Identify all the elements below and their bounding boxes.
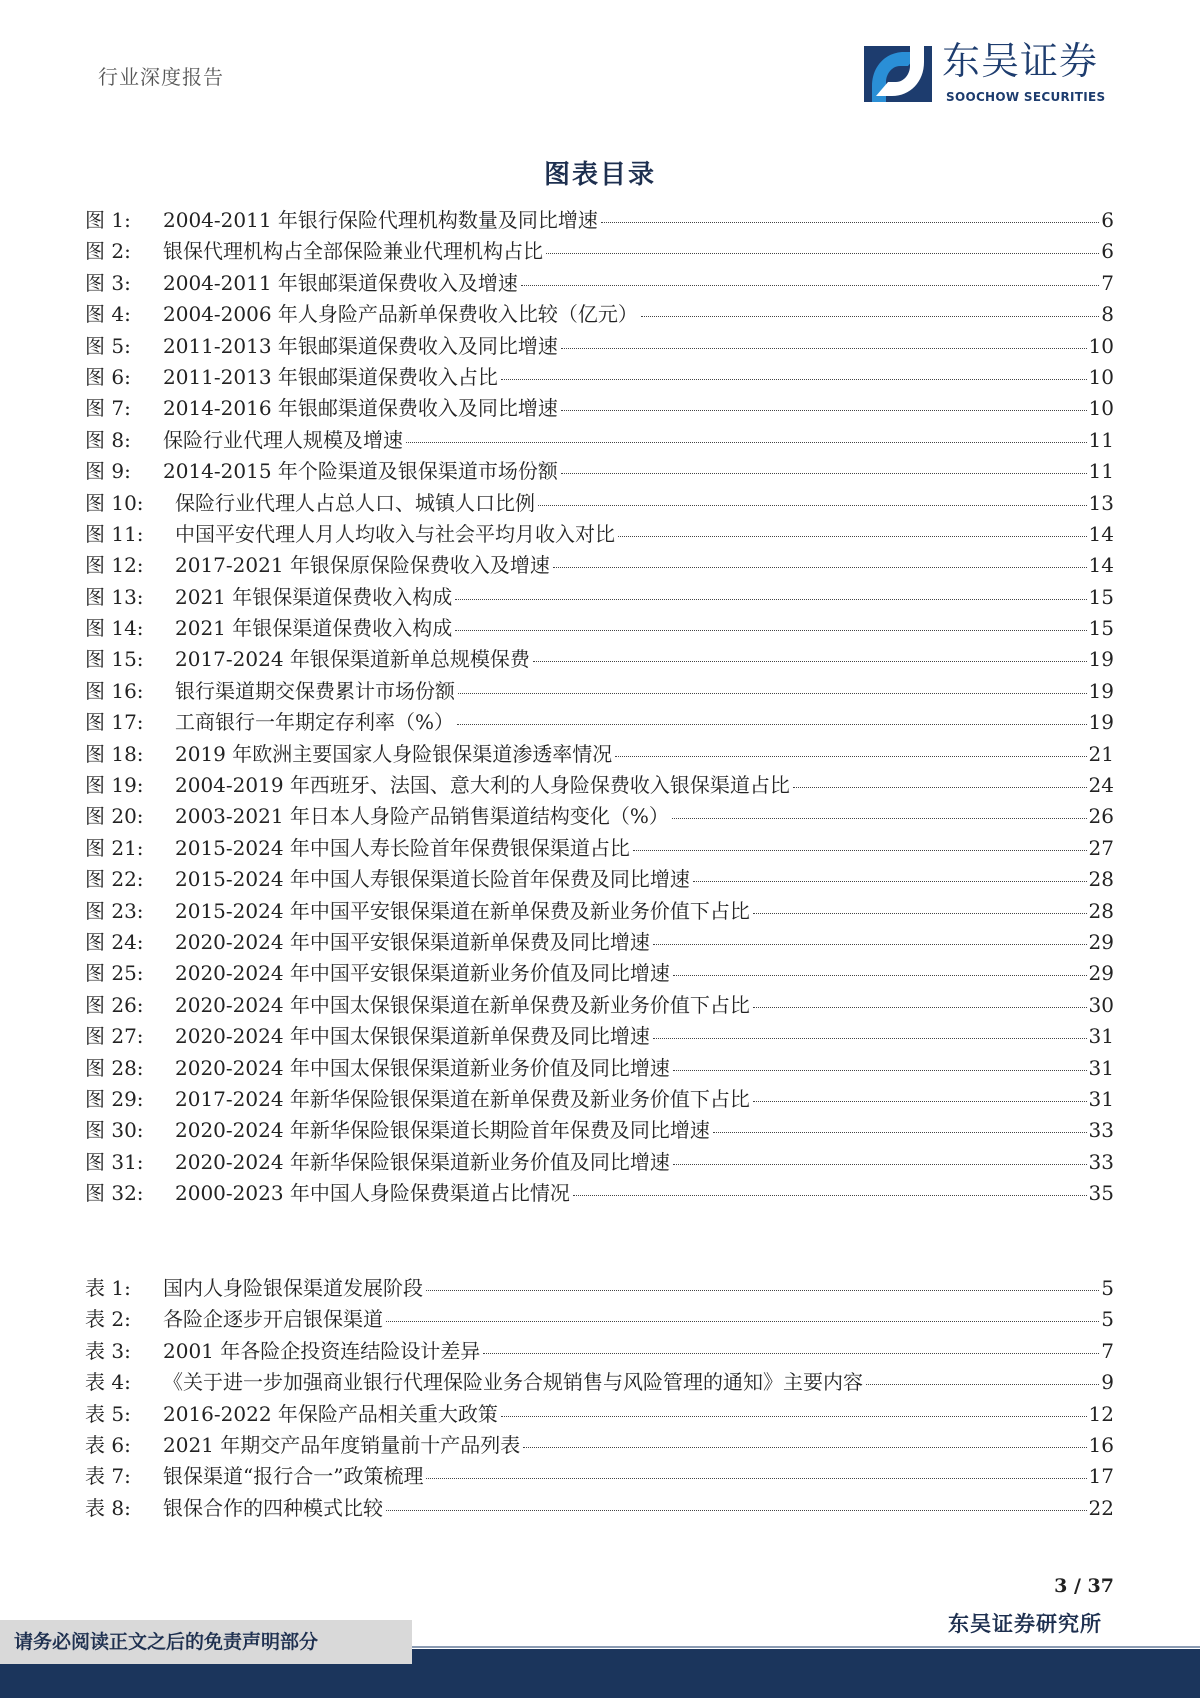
entry-title: 2016-2022 年保险产品相关重大政策 [163,1401,498,1426]
dot-leader [693,881,1087,882]
entry-title: 2003-2021 年日本人身险产品销售渠道结构变化（%） [175,804,669,829]
figure-toc-entry[interactable] [85,334,1114,365]
entry-title: 2014-2015 年个险渠道及银保渠道市场份额 [163,459,558,484]
entry-title: 保险行业代理人规模及增速 [163,427,403,452]
entry-title: 2020-2024 年中国太保银保渠道新单保费及同比增速 [175,1024,650,1049]
entry-label: 图 11: [85,521,144,546]
entry-title: 工商银行一年期定存利率（%） [175,710,455,735]
entry-page-number: 29 [1088,961,1114,986]
dot-leader [753,1101,1087,1102]
entry-label: 图 10: [85,490,144,515]
entry-label: 图 2: [85,239,131,264]
disclaimer-box [0,1620,412,1664]
dot-leader [673,975,1087,976]
entry-title: 银保渠道“报行合一”政策梳理 [163,1464,424,1489]
figure-toc-entry[interactable] [85,208,1114,239]
table-toc-entry[interactable] [85,1339,1114,1370]
figure-toc-entry[interactable] [85,1056,1114,1087]
dot-leader [386,1510,1087,1511]
entry-page-number: 7 [1101,270,1114,295]
figure-toc-entry[interactable] [85,836,1114,867]
disclaimer-text: 请务必阅读正文之后的免责声明部分 [14,1631,319,1653]
dot-leader [793,787,1087,788]
entry-title: 2021 年银保渠道保费收入构成 [175,584,453,609]
entry-page-number: 10 [1088,364,1114,389]
entry-page-number: 26 [1088,804,1114,829]
entry-title: 2020-2024 年新华保险银保渠道长期险首年保费及同比增速 [175,1118,710,1143]
entry-page-number: 22 [1088,1495,1114,1520]
entry-label: 图 6: [85,364,131,389]
entry-label: 图 22: [85,867,144,892]
table-list [85,1276,1114,1527]
dot-leader [457,724,1087,725]
entry-title: 2019 年欧洲主要国家人身险银保渠道渗透率情况 [175,741,613,766]
dot-leader [673,1070,1087,1071]
dot-leader [641,316,1099,317]
entry-page-number: 21 [1088,741,1114,766]
dot-leader [553,567,1087,568]
entry-label: 图 14: [85,616,144,641]
entry-label: 图 23: [85,898,144,923]
dot-leader [521,285,1099,286]
dot-leader [672,818,1087,819]
figure-toc-entry[interactable] [85,553,1114,584]
entry-title: 2011-2013 年银邮渠道保费收入占比 [163,364,498,389]
entry-page-number: 6 [1101,208,1114,232]
entry-label: 图 19: [85,773,144,798]
entry-label: 图 30: [85,1118,144,1143]
dot-leader [406,442,1087,443]
entry-label: 图 25: [85,961,144,986]
logo-english-name: SOOCHOW SECURITIES [946,90,1106,104]
entry-label: 图 18: [85,741,144,766]
entry-label: 图 1: [85,208,131,232]
entry-title: 2020-2024 年中国太保银保渠道在新单保费及新业务价值下占比 [175,992,750,1017]
figure-toc-entry[interactable] [85,867,1114,898]
entry-page-number: 24 [1088,773,1114,798]
entry-label: 图 17: [85,710,144,735]
entry-label: 图 3: [85,270,131,295]
page-title: 图表目录 [543,160,656,190]
table-toc-entry[interactable] [85,1402,1114,1433]
entry-title: 2000-2023 年中国人身险保费渠道占比情况 [175,1181,570,1206]
entry-title: 2001 年各险企投资连结险设计差异 [163,1338,481,1363]
table-toc-entry[interactable] [85,1370,1114,1401]
report-type-label: 行业深度报告 [98,65,224,89]
entry-page-number: 11 [1088,427,1114,452]
entry-label: 图 7: [85,396,131,421]
entry-title: 2004-2011 年银行保险代理机构数量及同比增速 [163,208,598,232]
entry-page-number: 10 [1088,396,1114,421]
dot-leader [458,693,1087,694]
entry-page-number: 33 [1088,1118,1114,1143]
entry-label: 图 20: [85,804,144,829]
entry-label: 表 7: [85,1464,131,1489]
entry-page-number: 15 [1088,584,1114,609]
entry-title: 2015-2024 年中国人寿长险首年保费银保渠道占比 [175,835,630,860]
institute-name: 东吴证券研究所 [948,1611,1102,1636]
entry-title: 2011-2013 年银邮渠道保费收入及同比增速 [163,333,558,358]
table-toc-entry[interactable] [85,1464,1114,1495]
dot-leader [673,1164,1087,1165]
entry-page-number: 15 [1088,616,1114,641]
entry-title: 《关于进一步加强商业银行代理保险业务合规销售与风险管理的通知》主要内容 [163,1370,863,1395]
figure-toc-entry[interactable] [85,459,1114,490]
entry-title: 中国平安代理人月人均收入与社会平均月收入对比 [175,521,615,546]
table-toc-entry[interactable] [85,1496,1114,1527]
entry-page-number: 6 [1101,239,1114,264]
entry-label: 图 32: [85,1181,144,1206]
figure-toc-entry[interactable] [85,993,1114,1024]
entry-page-number: 14 [1088,553,1114,578]
entry-page-number: 10 [1088,333,1114,358]
entry-label: 图 12: [85,553,144,578]
entry-label: 图 8: [85,427,131,452]
figure-toc-entry[interactable] [85,710,1114,741]
entry-label: 图 4: [85,302,131,327]
figure-toc-entry[interactable] [85,585,1114,616]
figure-toc-entry[interactable] [85,239,1114,270]
dot-leader [538,505,1087,506]
entry-label: 图 5: [85,333,131,358]
logo-chinese-name: 东吴证券 [942,39,1099,83]
dot-leader [615,756,1086,757]
entry-page-number: 28 [1088,898,1114,923]
entry-label: 表 2: [85,1307,131,1332]
entry-title: 2017-2024 年新华保险银保渠道在新单保费及新业务价值下占比 [175,1086,750,1111]
entry-title: 2015-2024 年中国平安银保渠道在新单保费及新业务价值下占比 [175,898,750,923]
table-toc-entry[interactable] [85,1276,1114,1307]
dot-leader [386,1321,1099,1322]
entry-page-number: 17 [1088,1464,1114,1489]
figure-toc-entry[interactable] [85,1024,1114,1055]
entry-page-number: 28 [1088,867,1114,892]
dot-leader [455,599,1086,600]
entry-page-number: 5 [1101,1307,1114,1332]
figure-toc-entry[interactable] [85,1118,1114,1149]
soochow-logo [864,40,1120,110]
dot-leader [653,944,1087,945]
entry-page-number: 7 [1101,1338,1114,1363]
figure-toc-entry[interactable] [85,647,1114,678]
dot-leader [426,1290,1099,1291]
entry-page-number: 31 [1088,1086,1114,1111]
dot-leader [653,1038,1087,1039]
entry-title: 2020-2024 年中国太保银保渠道新业务价值及同比增速 [175,1055,670,1080]
dot-leader [523,1447,1086,1448]
entry-page-number: 11 [1088,459,1114,484]
dot-leader [455,630,1086,631]
entry-page-number: 5 [1101,1276,1114,1300]
entry-label: 图 24: [85,929,144,954]
entry-title: 2004-2011 年银邮渠道保费收入及增速 [163,270,518,295]
dot-leader [713,1132,1087,1133]
entry-page-number: 9 [1101,1370,1114,1395]
entry-title: 保险行业代理人占总人口、城镇人口比例 [175,490,535,515]
dot-leader [561,473,1087,474]
figure-toc-entry[interactable] [85,773,1114,804]
entry-title: 2004-2019 年西班牙、法国、意大利的人身险保费收入银保渠道占比 [175,773,790,798]
entry-page-number: 29 [1088,929,1114,954]
entry-label: 图 29: [85,1086,144,1111]
entry-label: 表 8: [85,1495,131,1520]
dot-leader [546,253,1099,254]
entry-page-number: 33 [1088,1149,1114,1174]
figure-toc-entry[interactable] [85,1181,1114,1212]
entry-label: 图 16: [85,678,144,703]
figure-toc-entry[interactable] [85,302,1114,333]
entry-title: 2021 年银保渠道保费收入构成 [175,616,453,641]
entry-title: 银保合作的四种模式比较 [163,1495,383,1520]
dot-leader [753,913,1087,914]
figure-toc-entry[interactable] [85,1150,1114,1181]
entry-page-number: 13 [1088,490,1114,515]
figure-toc-entry[interactable] [85,930,1114,961]
entry-page-number: 30 [1088,992,1114,1017]
entry-label: 图 31: [85,1149,144,1174]
entry-page-number: 12 [1088,1401,1114,1426]
entry-page-number: 14 [1088,521,1114,546]
entry-label: 表 3: [85,1338,131,1363]
dot-leader [426,1478,1086,1479]
figure-toc-entry[interactable] [85,899,1114,930]
figure-toc-entry[interactable] [85,522,1114,553]
figure-toc-entry[interactable] [85,491,1114,522]
dot-leader [618,536,1087,537]
figure-toc-entry[interactable] [85,396,1114,427]
dot-leader [573,1195,1087,1196]
entry-label: 表 6: [85,1432,131,1457]
table-toc-entry[interactable] [85,1433,1114,1464]
entry-label: 图 15: [85,647,144,672]
entry-title: 国内人身险银保渠道发展阶段 [163,1276,423,1300]
soochow-logo-mark-icon [864,46,932,102]
dot-leader [866,1384,1099,1385]
figure-list [85,208,1114,1213]
entry-label: 图 28: [85,1055,144,1080]
entry-title: 2017-2024 年银保渠道新单总规模保费 [175,647,530,672]
entry-title: 2020-2024 年中国平安银保渠道新业务价值及同比增速 [175,961,670,986]
entry-title: 2020-2024 年中国平安银保渠道新单保费及同比增速 [175,929,650,954]
figure-toc-entry[interactable] [85,804,1114,835]
entry-label: 表 5: [85,1401,131,1426]
entry-title: 2014-2016 年银邮渠道保费收入及同比增速 [163,396,558,421]
dot-leader [483,1353,1099,1354]
figure-toc-entry[interactable] [85,961,1114,992]
dot-leader [633,850,1087,851]
table-toc-entry[interactable] [85,1307,1114,1338]
entry-label: 图 13: [85,584,144,609]
entry-page-number: 16 [1088,1432,1114,1457]
dot-leader [501,1416,1087,1417]
entry-page-number: 19 [1088,710,1114,735]
entry-label: 图 21: [85,835,144,860]
entry-page-number: 19 [1088,678,1114,703]
figure-toc-entry[interactable] [85,616,1114,647]
dot-leader [533,661,1087,662]
entry-label: 图 9: [85,459,131,484]
figure-toc-entry[interactable] [85,365,1114,396]
entry-title: 银保代理机构占全部保险兼业代理机构占比 [163,239,543,264]
figure-toc-entry[interactable] [85,679,1114,710]
dot-leader [561,348,1087,349]
entry-page-number: 31 [1088,1055,1114,1080]
entry-page-number: 31 [1088,1024,1114,1049]
entry-page-number: 35 [1088,1181,1114,1206]
entry-page-number: 27 [1088,835,1114,860]
dot-leader [601,222,1099,223]
entry-title: 各险企逐步开启银保渠道 [163,1307,383,1332]
figure-toc-entry[interactable] [85,1087,1114,1118]
entry-title: 银行渠道期交保费累计市场份额 [175,678,455,703]
page-indicator: 3 / 37 [1054,1575,1114,1597]
dot-leader [501,379,1087,380]
entry-title: 2021 年期交产品年度销量前十产品列表 [163,1432,521,1457]
entry-title: 2017-2021 年银保原保险保费收入及增速 [175,553,550,578]
entry-page-number: 8 [1101,302,1114,327]
entry-label: 表 4: [85,1370,131,1395]
entry-label: 表 1: [85,1276,131,1300]
entry-title: 2015-2024 年中国人寿银保渠道长险首年保费及同比增速 [175,867,690,892]
dot-leader [561,410,1087,411]
entry-title: 2004-2006 年人身险产品新单保费收入比较（亿元） [163,302,638,327]
entry-label: 图 27: [85,1024,144,1049]
figure-toc-entry[interactable] [85,271,1114,302]
entry-label: 图 26: [85,992,144,1017]
figure-toc-entry[interactable] [85,742,1114,773]
figure-toc-entry[interactable] [85,428,1114,459]
dot-leader [753,1007,1087,1008]
entry-page-number: 19 [1088,647,1114,672]
entry-title: 2020-2024 年新华保险银保渠道新业务价值及同比增速 [175,1149,670,1174]
